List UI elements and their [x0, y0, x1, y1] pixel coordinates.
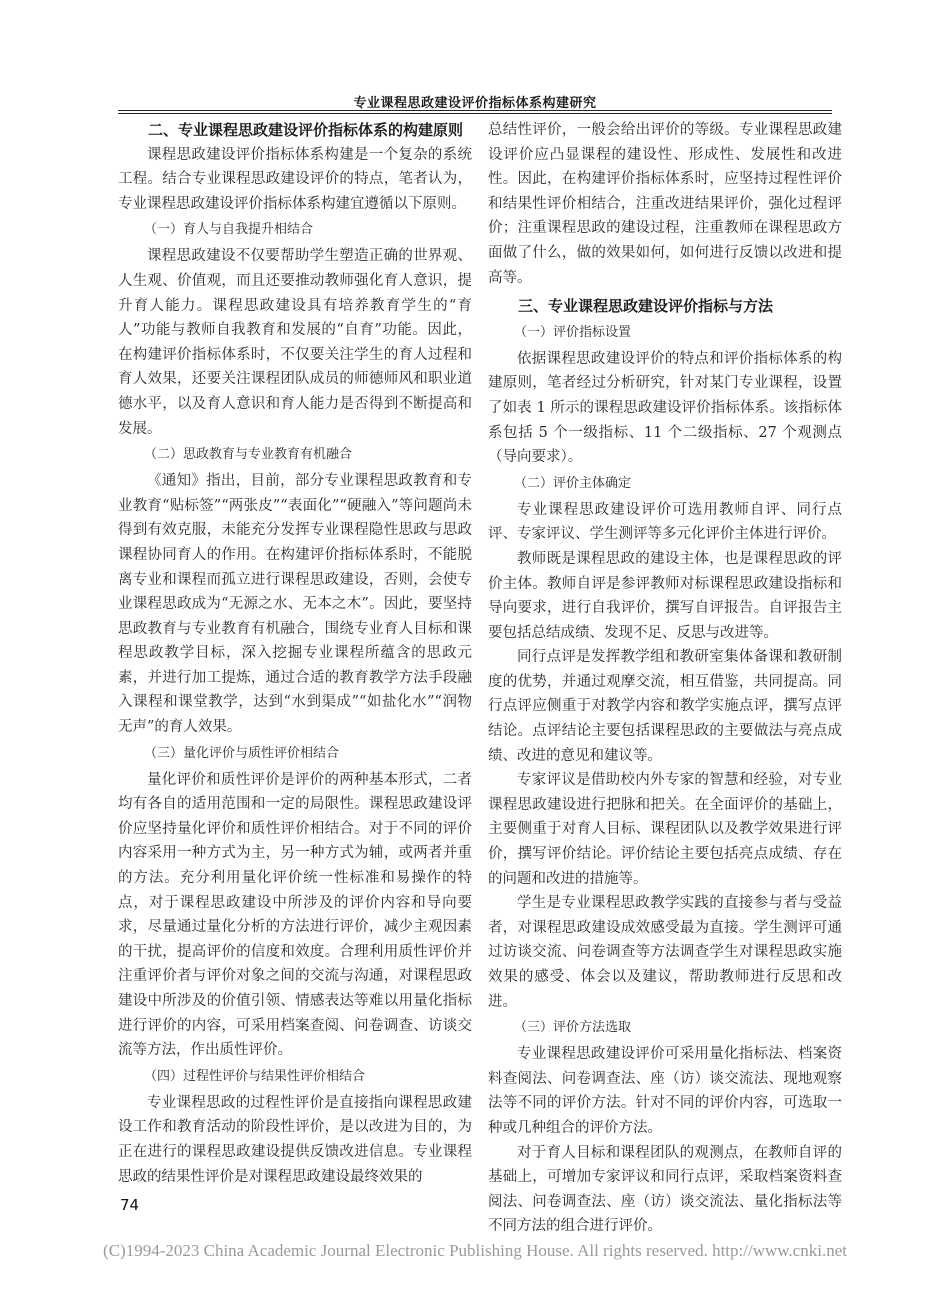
paragraph: 专业课程思政建设评价可采用量化指标法、档案资料查阅法、问卷调查法、座（访）谈交流法、现地观察法等不同的评价方法。针对不同的评价内容，可选取一种或几种组合的评价方法。	[488, 1046, 842, 1136]
paragraph: 教师既是课程思政的建设主体，也是课程思政的评价主体。教师自评是参评教师对标课程思政建设指标和导向要求，进行自我评价，撰写自评报告。自评报告主要包括总结成绩、发现不足、反思与改进等。	[488, 550, 842, 641]
paragraph: 专家评议是借助校内外专家的智慧和经验，对专业课程思政建设进行把脉和把关。在全面评价的基础上，主要侧重于对育人目标、课程团队以及教学效果进行评价，撰写评价结论。评价结论主要包括亮点成绩、存在的问题和改进的措施等。	[488, 772, 842, 887]
right-column	[488, 118, 842, 1239]
paragraph: 专业课程思政建设评价可选用教师自评、同行点评、专家评议、学生测评等多元化评价主体进行评价。	[488, 501, 842, 543]
header-rule-thin	[118, 113, 832, 114]
copyright-footer: (C)1994-2023 China Academic Journal Electronic Publishing House. All rights reserved. http://www.cnki.net	[103, 1241, 847, 1260]
paragraph: 对于育人目标和课程团队的观测点，在教师自评的基础上，可增加专家评议和同行点评，采取档案资料查阅法、问卷调查法、座（访）谈交流法、量化指标法等不同方法的组合进行评价。	[488, 1144, 842, 1235]
subsection-heading: （二）思政教育与专业教育有机融合	[144, 447, 353, 463]
subsection-heading: （一）育人与自我提升相结合	[144, 222, 314, 238]
paragraph: 同行点评是发挥教学组和教研室集体备课和教研制度的优势，并通过观摩交流，相互借鉴，共同提高。同行点评应侧重于对教学内容和教学实施点评，撰写点评结论。点评结论主要包括课程思政的主要做法与亮点成绩、改进的意见和建议等。	[488, 649, 842, 764]
subsection-heading: （三）量化评价与质性评价相结合	[144, 745, 340, 761]
paragraph: 量化评价和质性评价是评价的两种基本形式，二者均有各自的适用范围和一定的局限性。课程思政建设评价应坚持量化评价和质性评价相结合。对于不同的评价内容采用一种方式为主，另一种方式为辅，或两者并重的方法。充分利用量化评价统一性标准和易操作的特点，对于课程思政建设中所涉及的评价内容和导向要求，尽量通过量化分析的方法进行评价，减少主观因素的干扰，提高评价的信度和效度。合理利用质性评价并注重评价者与评价对象之间的交流与沟通，对课程思政建设中所涉及的价值引领、情感表达等难以用量化指标进行评价的内容，可采用档案查阅、问卷调查、访谈交流等方法，作出质性评价。	[118, 771, 472, 1059]
subsection-heading: （三）评价方法选取	[514, 1020, 632, 1036]
subsection-heading: （四）过程性评价与结果性评价相结合	[144, 1068, 366, 1084]
paragraph: 《通知》指出，目前，部分专业课程思政教育和专业教育“贴标签”“两张皮”“表面化”“硬融入”等问题尚未得到有效克服，未能充分发挥专业课程隐性思政与思政课程协同育人的作用。在构建评价指标体系时，不能脱离专业和课程而孤立进行课程思政建设，否则，会使专业课程思政成为“无源之水、无本之木”。因此，要坚持思政教育与专业教育有机融合，围绕专业育人目标和课程思政教学目标，深入挖掘专业课程所蕴含的思政元素，并进行加工提炼，通过合适的教育教学方法手段融入课程和课堂教学，达到“水到渠成”“如盐化水”“润物无声”的育人效果。	[118, 473, 472, 736]
paragraph: 课程思政建设评价指标体系构建是一个复杂的系统工程。结合专业课程思政建设评价的特点，笔者认为，专业课程思政建设评价指标体系构建宜遵循以下原则。	[118, 146, 472, 212]
running-header: 专业课程思政建设评价指标体系构建研究	[353, 96, 597, 111]
header-rule	[118, 110, 832, 111]
paragraph: 学生是专业课程思政教学实践的直接参与者与受益者，对课程思政建设成效感受最为直接。学生测评可通过访谈交流、问卷调查等方法调查学生对课程思政实施效果的感受、体会以及建议，帮助教师进行反思和改进。	[488, 895, 842, 1010]
paragraph: 课程思政建设不仅要帮助学生塑造正确的世界观、人生观、价值观，而且还要推动教师强化育人意识，提升育人能力。课程思政建设具有培养教育学生的“育人”功能与教师自我教育和发展的“自育”功能。因此，在构建评价指标体系时，不仅要关注学生的育人过程和育人效果，还要关注课程团队成员的师德师风和职业道德水平，以及育人意识和育人能力是否得到不断提高和发展。	[118, 248, 472, 437]
page-number: 74	[120, 1196, 140, 1214]
section-2-heading: 二、专业课程思政建设评价指标体系的构建原则	[148, 121, 464, 139]
paragraph: 专业课程思政的过程性评价是直接指向课程思政建设工作和教育活动的阶段性评价，是以改进为目的，为正在进行的课程思政建设提供反馈改进信息。专业课程思政的结果性评价是对课程思政建设最终效果的	[118, 1094, 472, 1185]
subsection-heading: （二）评价主体确定	[514, 475, 632, 491]
paragraph-continuation: 总结性评价，一般会给出评价的等级。专业课程思政建设评价应凸显课程的建设性、形成性、发展性和改进性。因此，在构建评价指标体系时，应坚持过程性评价和结果性评价相结合，注重改进结果评价，强化过程评价；注重课程思政的建设过程，注重教师在课程思政方面做了什么，做的效果如何，如何进行反馈以改进和提高等。	[488, 122, 842, 286]
left-column	[118, 118, 472, 1189]
subsection-heading: （一）评价指标设置	[514, 324, 632, 340]
section-3-heading: 三、专业课程思政建设评价指标与方法	[518, 297, 774, 316]
paragraph: 依据课程思政建设评价的特点和评价指标体系的构建原则，笔者经过分析研究，针对某门专业课程，设置了如表 1 所示的课程思政建设评价指标体系。该指标体系包括 5 个一级指标、11 个二级指标、27 个观测点（导向要求）。	[488, 350, 842, 466]
